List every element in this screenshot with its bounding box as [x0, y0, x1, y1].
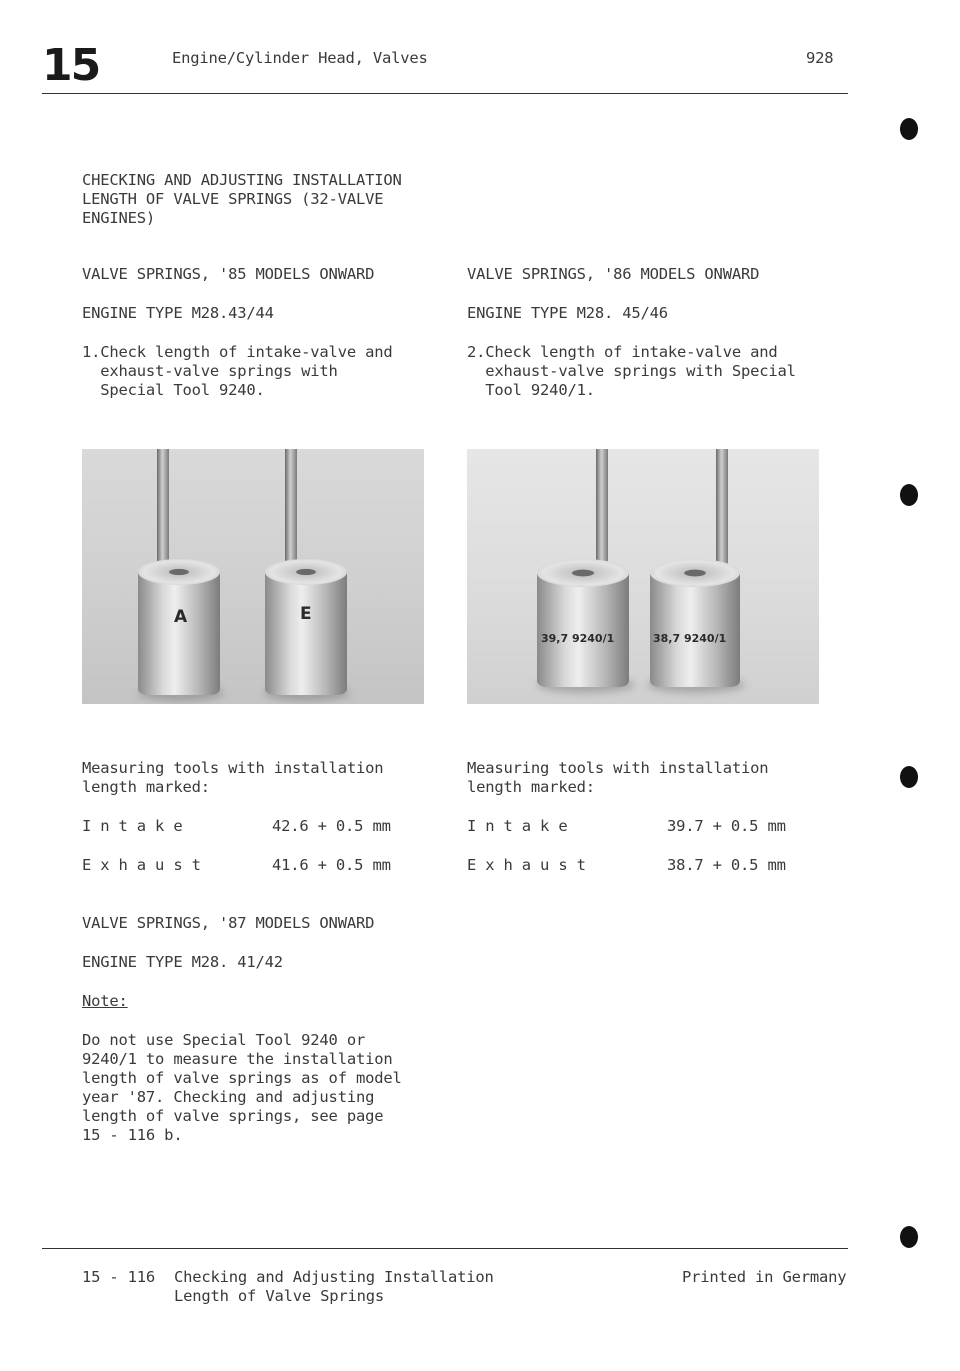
right-engine-type: ENGINE TYPE M28. 45/46	[467, 304, 668, 322]
right-intake-value: 39.7 + 0.5 mm	[667, 817, 786, 835]
punch-hole	[900, 118, 918, 140]
punch-hole	[900, 484, 918, 506]
measuring-tools-photo-9240-1	[467, 449, 819, 704]
left-caption-line-1: Measuring tools with installation	[82, 759, 384, 777]
left-step-line-2: exhaust-valve springs with	[82, 362, 338, 380]
gauge-top	[537, 559, 629, 587]
right-subheading: VALVE SPRINGS, '86 MODELS ONWARD	[467, 265, 760, 283]
header-model: 928	[806, 49, 834, 67]
note-line: length of valve springs, see page	[82, 1107, 384, 1125]
gauge-top	[650, 559, 740, 587]
tool-rod	[716, 449, 728, 579]
note-line: year '87. Checking and adjusting	[82, 1088, 375, 1106]
gauge-top	[138, 559, 220, 585]
right-step-line-2: exhaust-valve springs with Special	[467, 362, 796, 380]
right-exhaust-label: E x h a u s t	[467, 856, 586, 874]
right-caption-line-2: length marked:	[467, 778, 595, 796]
exhaust-gauge-cylinder	[265, 567, 347, 695]
left-exhaust-label: E x h a u s t	[82, 856, 201, 874]
header-rule	[42, 93, 848, 94]
right-caption-line-1: Measuring tools with installation	[467, 759, 769, 777]
left-step-line-3: Special Tool 9240.	[82, 381, 265, 399]
right-exhaust-value: 38.7 + 0.5 mm	[667, 856, 786, 874]
left-engine-type: ENGINE TYPE M28.43/44	[82, 304, 274, 322]
intake-gauge-cylinder	[138, 567, 220, 695]
note-line: 9240/1 to measure the installation	[82, 1050, 393, 1068]
exhaust-marking-e: E	[300, 604, 312, 624]
header-title: Engine/Cylinder Head, Valves	[172, 49, 428, 67]
left-caption-line-2: length marked:	[82, 778, 210, 796]
gauge-top	[265, 559, 347, 585]
left-intake-label: I n t a k e	[82, 817, 183, 835]
punch-hole	[900, 766, 918, 788]
footer-printed: Printed in Germany	[682, 1268, 847, 1286]
right-step-line-3: Tool 9240/1.	[467, 381, 595, 399]
measuring-tools-photo-9240	[82, 449, 424, 704]
footer-title-line-1: Checking and Adjusting Installation	[174, 1268, 494, 1286]
note-line: length of valve springs as of model	[82, 1069, 402, 1087]
section87-engine-type: ENGINE TYPE M28. 41/42	[82, 953, 283, 971]
exhaust-gauge-marking: 38,7 9240/1	[653, 632, 727, 645]
intake-marking-a: A	[174, 607, 188, 627]
right-step-line-1: 2.Check length of intake-valve and	[467, 343, 778, 361]
punch-hole	[900, 1226, 918, 1248]
section-number: 15	[42, 40, 100, 91]
footer-rule	[42, 1248, 848, 1249]
right-intake-label: I n t a k e	[467, 817, 568, 835]
footer-title-line-2: Length of Valve Springs	[174, 1287, 385, 1305]
note-label: Note:	[82, 992, 128, 1010]
main-heading-line-3: ENGINES)	[82, 209, 156, 227]
left-subheading: VALVE SPRINGS, '85 MODELS ONWARD	[82, 265, 375, 283]
left-exhaust-value: 41.6 + 0.5 mm	[272, 856, 391, 874]
left-intake-value: 42.6 + 0.5 mm	[272, 817, 391, 835]
section87-subheading: VALVE SPRINGS, '87 MODELS ONWARD	[82, 914, 375, 932]
note-line: Do not use Special Tool 9240 or	[82, 1031, 366, 1049]
footer-page-ref: 15 - 116	[82, 1268, 156, 1286]
main-heading-line-1: CHECKING AND ADJUSTING INSTALLATION	[82, 171, 402, 189]
main-heading-line-2: LENGTH OF VALVE SPRINGS (32-VALVE	[82, 190, 384, 208]
note-line: 15 - 116 b.	[82, 1126, 183, 1144]
left-step-line-1: 1.Check length of intake-valve and	[82, 343, 393, 361]
intake-gauge-marking: 39,7 9240/1	[541, 632, 615, 645]
